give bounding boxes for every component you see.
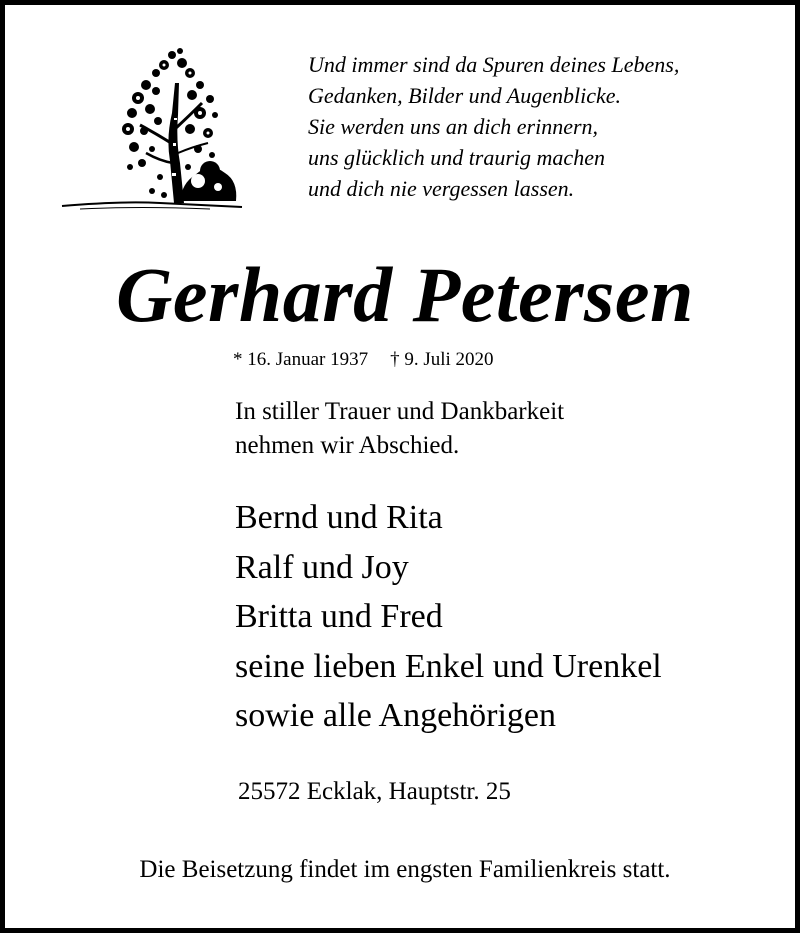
death-date: † 9. Juli 2020 [390,349,494,370]
deceased-name: Gerhard Petersen [116,251,694,338]
poem-verse [308,49,768,204]
farewell-line: nehmen wir Abschied. [235,432,460,459]
mourner-entry: Bernd und Rita [235,499,443,536]
farewell-line: In stiller Trauer und Dankbarkeit [235,398,565,425]
life-dates [233,347,494,373]
farewell-statement [235,395,564,463]
mourners-list [235,493,662,741]
burial-note: Die Beisetzung findet im engsten Familienkreis statt. [139,856,671,883]
mourner-entry: seine lieben Enkel und Urenkel [235,647,662,685]
poem-line: Und immer sind da Spuren deines Lebens, [308,52,680,77]
mourner-entry: Britta und Fred [235,598,443,635]
mourner-entry: sowie alle Angehörigen [235,697,557,734]
birth-date: * 16. Januar 1937 [233,349,369,370]
poem-line: uns glücklich und traurig machen [308,145,605,170]
mourner-entry: Ralf und Joy [235,548,409,586]
poem-line: Sie werden uns an dich erinnern, [308,114,599,139]
address: 25572 Ecklak, Hauptstr. 25 [238,778,511,805]
birch-tree-icon [60,43,245,215]
poem-line: und dich nie vergessen lassen. [308,176,575,201]
poem-line: Gedanken, Bilder und Augenblicke. [308,83,621,108]
